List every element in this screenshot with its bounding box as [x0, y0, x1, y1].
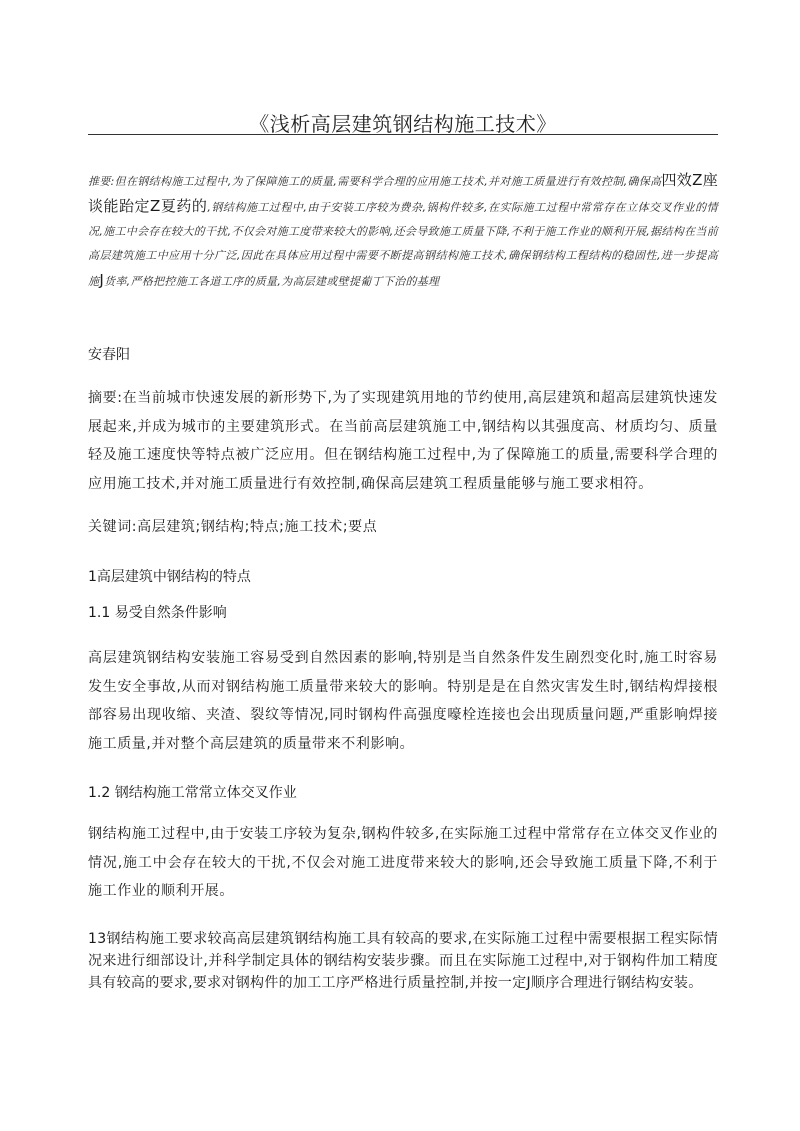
author-name: 安春阳 [88, 347, 130, 363]
section-1-1-heading: 1.1 易受自然条件影响 [88, 605, 227, 621]
section-1-2-heading: 1.2 钢结构施工常常立体交叉作业 [88, 785, 297, 801]
section-1-heading: 1高层建筑中钢结构的特点 [88, 569, 251, 585]
section-1-3-paragraph: 13钢结构施工要求较高高层建筑钢结构施工具有较高的要求,在实际施工过程中需要根据工程实际情况来进行细部设计,并科学制定具体的钢结构安装步骤。而且在实际施工过程中,对于钢构件加工精度具有较高的要求,要求对钢构件的加工工序严格进行质量控制,并按一定J顺序合理进行钢结构安装。 [88, 931, 718, 991]
keywords-line: 关键词:高层建筑;钢结构;特点;施工技术;要点 [88, 519, 378, 535]
italic-abstract-body: ,钢结构施工过程中,由于安装工序较为费杂,锅构件较多,在实际施工过程中常常存在立体交叉作业的情况,施工中会存在较大的干扰,不仅会对施工度带来较大的影响,还会导致施工质量下降,不利于施工作业的顺利开展,据结构在当前高层建筑施工中应用十分广泛,因此在具体应用过程中需要不断提高钢结构施工技术,确保钢结构工程结构的稳固性,进一步提高施 [88, 201, 718, 288]
italic-abstract-large-text: 四效Z座谈能跆定Z夏药的 [88, 171, 718, 215]
title-underline [88, 134, 718, 135]
abstract-paragraph: 摘要:在当前城市快速发展的新形势下,为了实现建筑用地的节约使用,高层建筑和超高层建筑快速发展起来,并成为城市的主要建筑形式。在当前高层建筑施工中,钢结构以其强度高、材质均匀、质量轻及施工速度快等特点被广泛应用。但在钢结构施工过程中,为了保障施工的质量,需要科学合理的应用施工技术,并对施工质量进行有效控制,确保高层建筑工程质量能够与施工要求相符。 [88, 390, 718, 492]
italic-abstract-block [88, 168, 718, 294]
document-title: 《浅析高层建筑钢结构施工技术》 [249, 112, 557, 136]
section-1-2-paragraph: 钢结构施工过程中,由于安装工序较为复杂,钢构件较多,在实际施工过程中常常存在立体交叉作业的情况,施工中会存在较大的干扰,不仅会对施工进度带来较大的影响,还会导致施工质量下降,不利于施工作业的顺利开展。 [88, 826, 718, 899]
italic-abstract-prefix: 推要:但在钢结构施工过程中,为了保障施工的质量,需要科学合理的应用施工技术,并对施工质量进行有效控制,确保高 [88, 175, 662, 188]
italic-abstract-large-letter: J [99, 271, 105, 289]
section-1-1-paragraph: 高层建筑钢结构安装施工容易受到自然因素的影响,特别是当自然条件发生剧烈变化时,施工时容易发生安全事故,从而对钢结构施工质量带来较大的影响。特别是是在自然灾害发生时,钢结构焊接根部容易出现收缩、夹渣、裂纹等情况,同时钢构件高强度嚎栓连接也会出现质量问题,严重影响焊接施工质量,并对整个高层建筑的质量带来不利影响。 [88, 650, 718, 752]
italic-abstract-tail: 货率,严格把控施工各道工序的质量,为高层建或壁提葡丁下治的基理 [104, 275, 440, 288]
